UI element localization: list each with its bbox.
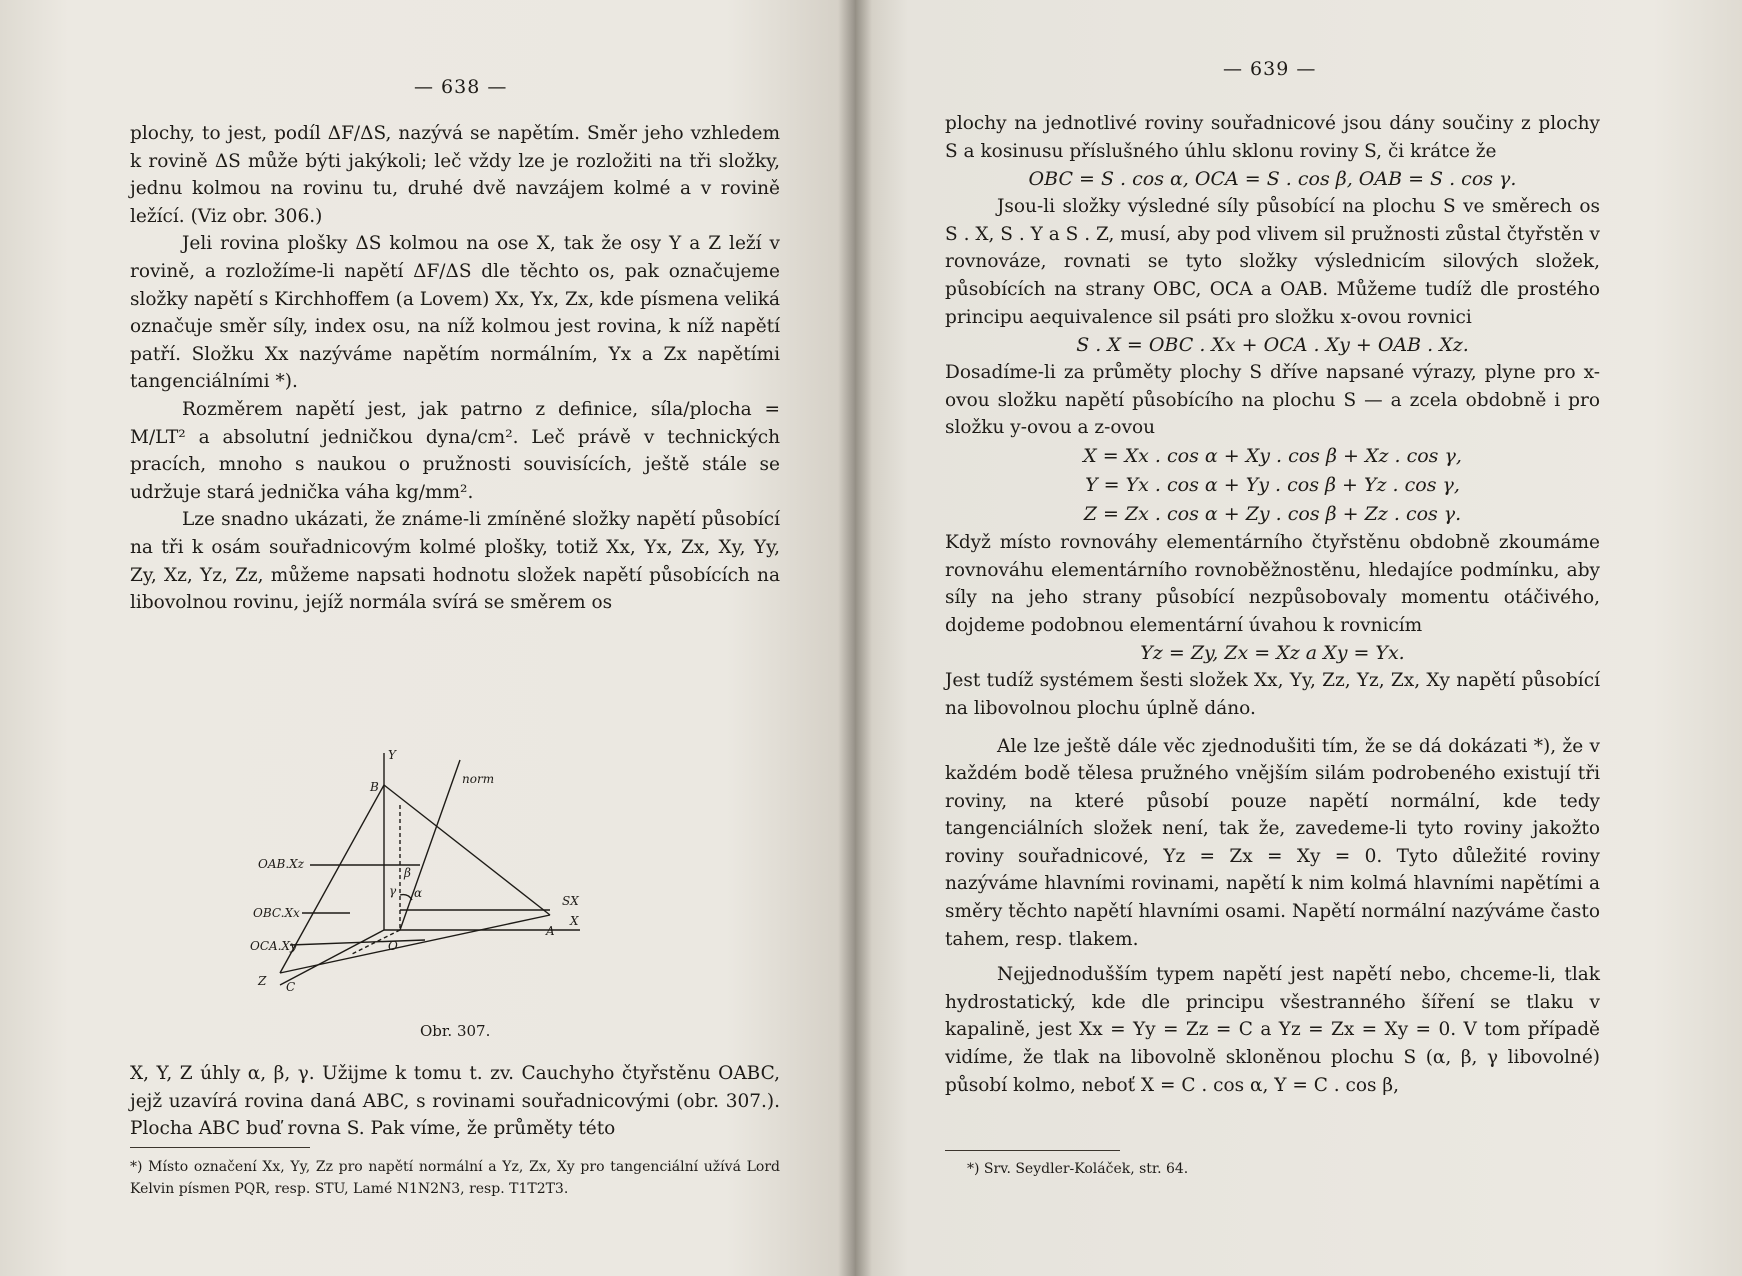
paragraph: Jest tudíž systémem šesti složek Xx, Yy, Zz, Yz, Zx, Xy napětí působící na libovolnou plochu úplně dáno. bbox=[945, 670, 1600, 719]
footnote: *) Místo označení Xx, Yy, Zz pro napětí normální a Yz, Zx, Xy pro tangenciální užívá Lord Kelvin písmen PQR, resp. STU, Lamé N1N2N3, resp. T1T2T3. bbox=[130, 1159, 780, 1197]
equation: X = Xx . cos α + Xy . cos β + Xz . cos γ, bbox=[1083, 444, 1462, 467]
footnote-rule bbox=[945, 1150, 1120, 1151]
equation: Y = Yx . cos α + Yy . cos β + Yz . cos γ, bbox=[1085, 473, 1460, 496]
paragraph: plochy, to jest, podíl ΔF/ΔS, nazývá se napětím. Směr jeho vzhledem k rovině ΔS může býti jakýkoli; leč vždy lze je rozložiti na tři složky, jednu kolmou na rovinu tu, druhé dvě navzájem kolmé a v rovině ležící. (Viz obr. 306.) bbox=[130, 123, 780, 227]
paragraph: Rozměrem napětí jest, jak patrno z definice, síla/plocha = M/LT² a absolutní jedničkou dyna/cm². Leč právě v technických pracích, mnoho s naukou o pružnosti souvisících, ještě stále se udržuje stará jednička váha kg/mm². bbox=[130, 398, 780, 503]
left-page bbox=[0, 0, 855, 1276]
fig-label-z: Z bbox=[258, 974, 267, 988]
right-page bbox=[855, 0, 1742, 1276]
left-bottom-text: X, Y, Z úhly α, β, γ. Užijme k tomu t. zv. Cauchyho čtyřstěnu OABC, jejž uzavírá rovina daná ABC, s rovinami souřadnicovými (obr. 307.). Plocha ABC buď rovna S. Pak víme, že průměty této bbox=[130, 1063, 780, 1140]
fig-label-x: X bbox=[570, 914, 579, 928]
cauchy-tetrahedron-figure bbox=[250, 745, 650, 1045]
equation: Yz = Zy, Zx = Xz a Xy = Yx. bbox=[1140, 642, 1405, 665]
page-number: — 639 — bbox=[1223, 58, 1317, 80]
fig-label-sx: SX bbox=[562, 894, 579, 908]
paragraph: plochy na jednotlivé roviny souřadnicové jsou dány součiny z plochy S a kosinusu příslušného úhlu sklonu roviny S, či krátce že bbox=[945, 113, 1600, 162]
figure-caption: Obr. 307. bbox=[420, 1022, 491, 1040]
fig-label-norm: norm bbox=[462, 772, 495, 786]
left-body-text bbox=[130, 120, 780, 617]
paragraph: Nejjednodušším typem napětí jest napětí nebo, chceme-li, tlak hydrostatický, kde dle principu všestranného šíření se tlaku v kapalině, jest Xx = Yy = Zz = C a Yz = Zx = Xy = 0. V tom případě vidíme, že tlak na libovolně skloněnou plochu S (α, β, γ libovolné) působí kolmo, neboť X = C . cos α, Y = C . cos β, bbox=[945, 964, 1600, 1096]
paragraph: Jeli rovina plošky ΔS kolmou na ose X, tak že osy Y a Z leží v rovině, a rozložíme-li napětí ΔF/ΔS dle těchto os, pak označujeme složky napětí s Kirchhoffem (a Lovem) Xx, Yx, Zx, kde písmena veliká označuje směr síly, index osu, na níž kolmou jest rovina, k níž napětí patří. Složku Xx nazýváme napětím normálním, Yx a Zx napětími tangenciálními *). bbox=[130, 233, 780, 393]
fig-label-oab: OAB.Xz bbox=[258, 857, 305, 871]
normal-line bbox=[400, 760, 460, 930]
fig-label-oca: OCA.Xy bbox=[250, 939, 297, 953]
fig-label-beta: β bbox=[404, 866, 411, 880]
paragraph: Lze snadno ukázati, že známe-li zmíněné složky napětí působící na tři k osám souřadnicovým kolmé plošky, totiž Xx, Yx, Zx, Xy, Yy, Zy, Xz, Yz, Zz, můžeme napsati hodnotu složek napětí působících na libovolnou rovinu, jejíž normála svírá se směrem os bbox=[130, 509, 780, 614]
equation: Z = Zx . cos α + Zy . cos β + Zz . cos γ. bbox=[1083, 502, 1462, 525]
paragraph: Když místo rovnováhy elementárního čtyřstěnu obdobně zkoumáme rovnováhu elementárního rovnoběžnostěnu, hledajíce podmínku, aby síly na jeho strany působící nezpůsobovaly momentu otáčivého, dojdeme podobnou elementární úvahou k rovnicím bbox=[945, 531, 1600, 636]
equation: S . X = OBC . Xx + OCA . Xy + OAB . Xz. bbox=[1076, 334, 1469, 357]
paragraph: Ale lze ještě dále věc zjednodušiti tím, že se dá dokázati *), že v každém bodě tělesa pružného vnějším silám podrobeného existují tři roviny, na které působí pouze napětí normální, kde tedy tangenciálních složek není, tak že, zavedeme-li tyto roviny jakožto roviny souřadnicové, Yz = Zx = Xy = 0. Tyto důležité roviny nazýváme hlavními rovinami, napětí k nim kolmá hlavními napětími a směry těchto napětí hlavními osami. Napětí normální nazýváme často tahem, resp. tlakem. bbox=[945, 735, 1600, 950]
fig-label-o: O bbox=[388, 939, 398, 953]
book-gutter bbox=[838, 0, 872, 1276]
fig-label-y: Y bbox=[388, 748, 396, 762]
equation: OBC = S . cos α, OCA = S . cos β, OAB = S . cos γ. bbox=[1028, 168, 1517, 191]
fig-label-obc: OBC.Xx bbox=[253, 906, 300, 920]
fig-label-c: C bbox=[286, 980, 296, 994]
fig-label-b: B bbox=[370, 780, 379, 794]
paragraph: Dosadíme-li za průměty plochy S dříve napsané výrazy, plyne pro x-ovou složku napětí působícího na plochu S — a zcela obdobně i pro složku y-ovou a z-ovou bbox=[945, 362, 1600, 439]
footnote-rule bbox=[130, 1147, 310, 1148]
footnote: *) Srv. Seydler-Koláček, str. 64. bbox=[967, 1161, 1189, 1177]
fig-label-a: A bbox=[546, 924, 555, 938]
page-number: — 638 — bbox=[414, 76, 508, 98]
right-body-text bbox=[945, 110, 1600, 1099]
paragraph: Jsou-li složky výsledné síly působící na plochu S ve směrech os S . X, S . Y a S . Z, musí, aby pod vlivem sil pružnosti zůstal čtyřstěn v rovnováze, rovnati se tyto složky výslednicím silových složek, působících na strany OBC, OCA a OAB. Můžeme tudíž dle prostého principu aequivalence sil psáti pro složku x-ovou rovnici bbox=[945, 196, 1600, 328]
fig-label-alpha: α bbox=[414, 886, 423, 900]
fig-label-gamma: γ bbox=[389, 884, 397, 898]
